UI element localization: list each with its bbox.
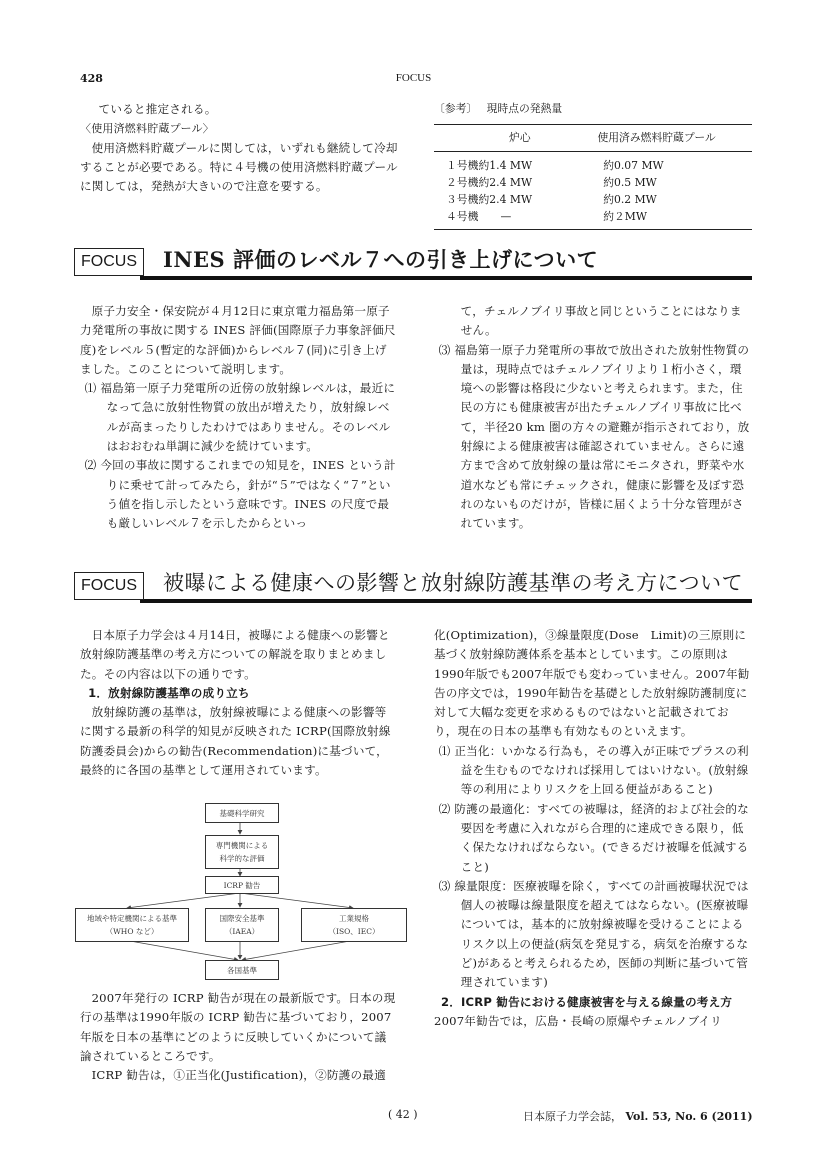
pool-cell: 約２MW <box>603 210 647 223</box>
item-text: 正当化：いかなる行為も，その導入が正味でプラスの利益を生むものでなければ採用してはいけない。(放射線等の利用によりリスクを上回る便益があること) <box>454 743 749 797</box>
page-number: 428 <box>80 72 103 85</box>
section2-intro: 日本原子力学会は４月14日，被曝による健康への影響と放射線防護基準の考え方についての解説を取りまとめました。その内容は以下の通りです。 <box>80 628 390 681</box>
arrow <box>127 893 240 908</box>
flow-box-national-standards <box>205 960 279 980</box>
section1-rule <box>140 276 752 280</box>
section2-paragraph-2: 2007年発行の ICRP 勧告が現在の最新版です。日本の現行の基準は1990年版の ICRP 勧告に基づいており，2007年版を日本の基準にどのように反映していくかについて議論されているところです。 <box>80 991 396 1063</box>
spent-fuel-paragraph: 使用済燃料貯蔵プールに関しては，いずれも継続して冷却することが必要である。特に４号機の使用済燃料貯蔵プールに関しては，発熱が大きいので注意を要する。 <box>80 140 398 194</box>
section2-heading-1: 1．放射線防護基準の成り立ち <box>88 685 250 700</box>
column-header <box>434 125 479 152</box>
pool-cell: 約0.2 MW <box>603 193 657 206</box>
section1-item-2-continued: て，チェルノブイリ事故と同じということにはなりません。 <box>460 304 742 338</box>
item-number: ⑵ <box>438 801 451 816</box>
table-row <box>434 191 752 208</box>
section2-right-column <box>434 626 752 1031</box>
core-cell: 約2.4 MW <box>478 176 533 189</box>
item-number: ⑶ <box>438 342 451 357</box>
core-cell: — <box>500 210 512 223</box>
section1-right-column <box>434 302 752 534</box>
flow-box-label: 各国基準 <box>227 965 257 975</box>
unit-cell: ４号機 <box>446 210 479 223</box>
flow-box-label: 科学的な評価 <box>219 854 265 863</box>
section2-right-paragraph-2: 2007年勧告では，広島・長崎の原爆やチェルノブイリ <box>434 1013 722 1028</box>
section1-item-2 <box>80 456 398 533</box>
principle-item-1 <box>434 742 752 800</box>
item-number: ⑴ <box>438 743 451 758</box>
column-header-pool: 使用済み燃料貯蔵プール <box>561 125 752 152</box>
unit-cell: ２号機 <box>446 176 479 189</box>
icrp-flowchart <box>75 800 405 985</box>
item-number: ⑶ <box>438 878 451 893</box>
section2-left-column-bottom <box>80 989 398 1085</box>
section1-title: INES 評価のレベル７への引き上げについて <box>163 247 599 272</box>
flow-box-international-standards <box>205 908 279 942</box>
flow-box-scientific-evaluation <box>205 835 279 869</box>
section2-rule <box>140 599 752 603</box>
continuation-line: ていると推定される。 <box>98 102 217 116</box>
journal-volume: Vol. 53, No. 6 (2011) <box>625 1110 753 1123</box>
flow-box-label: ICRP 勧告 <box>223 880 261 890</box>
table-row <box>434 208 752 230</box>
flow-box-label: 地域や特定機関による基準 <box>87 914 177 923</box>
flow-box-label: （IAEA） <box>224 927 260 936</box>
section1-item-3 <box>434 341 752 534</box>
section1-left-column <box>80 302 398 534</box>
flow-box-label: 工業規格 <box>339 914 369 923</box>
unit-cell: １号機 <box>446 159 479 172</box>
flow-box-regional-standards <box>75 908 189 942</box>
running-head: FOCUS <box>395 72 432 84</box>
flow-box-label: 国際安全基準 <box>219 914 265 923</box>
item-text: 今回の事故に関するこれまでの知見を，INES という計りに乗せて計ってみたら，針が“５”ではなく“７”という値を指し示したという意味です。INES の尺度で最も厳しいレベル７を示したからといっ <box>100 458 396 531</box>
table-caption <box>434 101 752 116</box>
item-number: ⑵ <box>84 458 97 473</box>
item-text: 福島第一原子力発電所の事故で放出された放射性物質の量は，現時点ではチェルノブイリより１桁小さく，環境への影響は格段に少ないと考えられます。また，住民の方にも健康被害が出たチェルノブイリ事故に比べて，半径20 km 圏の方々の避難が指示されており，放射線による健康被害は確認されていません。さらに遠方まで含めて放射線の量は常にモニタされ，野菜や水道水なども常にチェックされ，健康に影響を及ぼす恐れのないものだけが，皆様に届くよう十分な管理がされています。 <box>454 342 750 531</box>
arrow <box>240 893 353 908</box>
arrow <box>130 941 238 960</box>
section2-title: 被曝による健康への影響と放射線防護基準の考え方について <box>163 571 744 595</box>
flow-box-label: 基礎科学研究 <box>219 808 265 818</box>
section2-heading-2: 2．ICRP 勧告における健康被害を与える線量の考え方 <box>440 994 733 1009</box>
flow-box-label: 専門機関による <box>215 841 269 850</box>
journal-name: 日本原子力学会誌， <box>523 1110 622 1123</box>
top-left-text <box>80 100 398 196</box>
pool-cell: 約0.5 MW <box>603 176 657 189</box>
table-header-row <box>434 125 752 152</box>
section2-paragraph-1: 放射線防護の基準は，放射線被曝による健康への影響等に関する最新の科学的知見が反映された ICRP(国際放射線防護委員会)からの勧告(Recommendation)に基づいて，最終的に各国の基準として運用されています。 <box>80 705 391 778</box>
section2-focus-badge: FOCUS <box>74 572 144 600</box>
section2-left-column-top <box>80 626 398 780</box>
flow-box-label: （WHO など） <box>105 927 159 936</box>
caption-tag: 〔参考〕 <box>434 102 478 115</box>
column-header-core: 炉心 <box>479 125 562 152</box>
section1-focus-badge: FOCUS <box>74 248 144 276</box>
reference-heat-table <box>434 101 752 230</box>
footer-journal <box>523 1108 753 1124</box>
pool-cell: 約0.07 MW <box>603 159 664 172</box>
principle-item-2 <box>434 800 752 877</box>
item-text: 線量限度：医療被曝を除く，すべての計画被曝状況では個人の被曝は線量限度を超えてはならない。(医療被曝については，基本的に放射線被曝を受けることによるリスク以上の便益(病気を発見する，病気を治療するなど)があると考えられるため，医師の判断に基づいて管理されています) <box>454 878 749 990</box>
flow-box-industrial-standards <box>301 908 407 942</box>
footer-page-in-issue: ( 42 ) <box>388 1108 418 1121</box>
core-cell: 約2.4 MW <box>478 193 533 206</box>
section2-paragraph-3: ICRP 勧告は，①正当化(Justification)，②防護の最適 <box>91 1068 386 1083</box>
item-number: ⑴ <box>84 381 97 396</box>
unit-cell: ３号機 <box>446 193 479 206</box>
caption-text: 現時点の発熱量 <box>486 102 563 115</box>
section1-intro: 原子力安全・保安院が４月12日に東京電力福島第一原子力発電所の事故に関する INES 評価(国際原子力事象評価尺度)をレベル５(暫定的な評価)からレベル７(同)に引き上げました。このことについて説明します。 <box>80 304 396 376</box>
table-row <box>434 174 752 191</box>
flow-box-basic-research <box>205 803 279 823</box>
subheading-spent-fuel-pool: 〈使用済燃料貯蔵プール〉 <box>80 122 214 136</box>
table-row <box>434 152 752 175</box>
flow-box-icrp-recommendation <box>205 876 279 894</box>
principle-item-3 <box>434 877 752 993</box>
item-text: 福島第一原子力発電所の近傍の放射線レベルは，最近になって急に放射性物質の放出が増えたり，放射線レベルが高まったりしたわけではありません。そのレベルはおおむね単調に減少を続けています。 <box>100 381 396 454</box>
arrow <box>242 941 350 960</box>
item-text: 防護の最適化：すべての被曝は，経済的および社会的な要因を考慮に入れながら合理的に達成できる限り，低く保たなければならない。(できるだけ被曝を低減すること) <box>454 801 749 874</box>
flow-box-label: （ISO、IEC） <box>328 927 380 936</box>
section1-item-1 <box>80 379 398 456</box>
section2-right-paragraph-1: 化(Optimization)，③線量限度(Dose Limit)の三原則に基づく放射線防護体系を基本としています。この原則は1990年版でも2007年版でも変わっていません。2007年勧告の序文では，1990年勧告を基礎とした放射線防護制度に対して大幅な変更を求めるものではないと記載されており，現在の日本の基準も有効なものといえます。 <box>434 628 750 739</box>
core-cell: 約1.4 MW <box>478 159 533 172</box>
